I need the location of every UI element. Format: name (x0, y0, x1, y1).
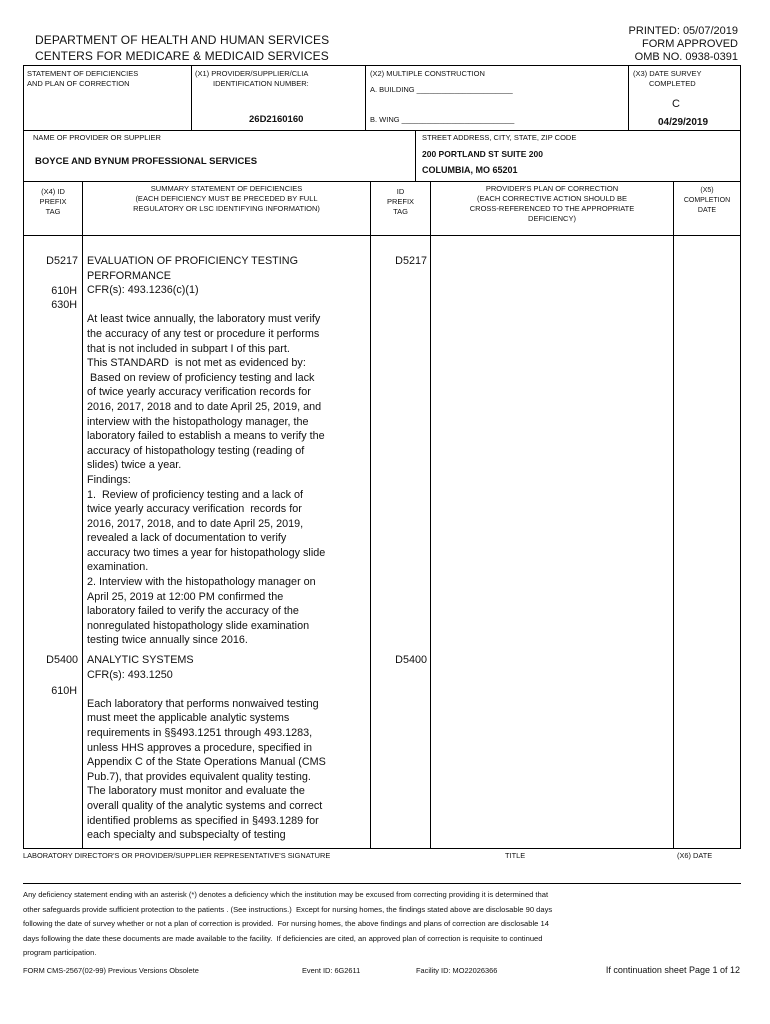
provider-label: NAME OF PROVIDER OR SUPPLIER (33, 133, 161, 142)
x2-label: (X2) MULTIPLE CONSTRUCTION (370, 69, 485, 78)
top-rule (23, 65, 741, 66)
deficiency-d5217-text (87, 254, 369, 648)
deficiency-text-line: Each laboratory that performs nonwaived testing (87, 697, 319, 710)
statement-label: STATEMENT OF DEFICIENCIES AND PLAN OF CORRECTION (27, 69, 139, 88)
address-line-1: 200 PORTLAND ST SUITE 200 (422, 149, 543, 159)
divider-col-summary (370, 181, 371, 848)
event-id: Event ID: 6G2611 (302, 966, 361, 975)
director-signature-label: LABORATORY DIRECTOR'S OR PROVIDER/SUPPLIER REPRESENTATIVE'S SIGNATURE (23, 851, 331, 860)
address-line-2: COLUMBIA, MO 65201 (422, 165, 518, 175)
deficiency-text-line: CFR(s): 493.1236(c)(1) (87, 284, 199, 297)
survey-date: 04/29/2019 (658, 117, 709, 128)
deficiency-text-line: Based on review of proficiency testing and lack (87, 371, 315, 384)
x1-label: (X1) PROVIDER/SUPPLIER/CLIA IDENTIFICATION NUMBER: (195, 69, 309, 88)
deficiency-text-line: ANALYTIC SYSTEMS (87, 654, 194, 666)
deficiency-text-line: laboratory failed to verify the accuracy of the (87, 605, 299, 618)
divider-x2 (365, 65, 366, 131)
deficiency-text-line: At least twice annually, the laboratory must verify (87, 313, 321, 326)
omb-number: OMB NO. 0938-0391 (634, 51, 738, 63)
deficiency-text-line: Appendix C of the State Operations Manual (CMS (87, 756, 326, 769)
deficiency-text-line: The laboratory must monitor and evaluate the (87, 785, 305, 798)
printed-date: PRINTED: 05/07/2019 (628, 25, 738, 37)
deficiency-text-line (87, 682, 369, 697)
address-label: STREET ADDRESS, CITY, STATE, ZIP CODE (422, 133, 577, 142)
footnote-line: Any deficiency statement ending with an asterisk (*) denotes a deficiency which the institution may be excused from correcting providing it is determined that (23, 890, 549, 899)
deficiency-text-line: PERFORMANCE (87, 269, 171, 282)
signature-date-label: (X6) DATE (677, 851, 713, 860)
deficiency-text-line: requirements in §§493.1251 through 493.1283, (87, 726, 313, 739)
deficiency-text-line: slides) twice a year. (87, 459, 182, 472)
deficiency-text-line: interview with the histopathology manager, the (87, 415, 309, 428)
tag-610h-2: 610H (51, 685, 77, 697)
tag-d5400: D5400 (46, 654, 78, 666)
rule-signature-bottom (23, 883, 741, 884)
clia-number: 26D2160160 (249, 114, 304, 125)
deficiency-text-line: overall quality of the analytic systems and correct (87, 799, 323, 812)
right-border (740, 65, 741, 848)
deficiency-text-line: accuracy two times a year for histopathology slide (87, 546, 326, 559)
plan-header: PROVIDER'S PLAN OF CORRECTION (EACH CORRECTIVE ACTION SHOULD BE CROSS-REFERENCED TO THE APPROPRIATE DEFICIENCY) (469, 184, 635, 223)
deficiency-text-line: unless HHS approves a procedure, specified in (87, 741, 313, 754)
divider-address (415, 130, 416, 182)
divider-col-plan (673, 181, 674, 848)
deficiency-text-line: CFR(s): 493.1250 (87, 668, 173, 681)
id-tag-d5217: D5217 (395, 255, 427, 267)
divider-x1 (191, 65, 192, 131)
deficiency-text-line (87, 298, 369, 313)
facility-id: Facility ID: MO22026366 (416, 966, 498, 975)
x3-label: (X3) DATE SURVEY COMPLETED (633, 69, 702, 88)
id-header: ID PREFIX TAG (386, 187, 415, 216)
footnote-line: following the date of survey whether or not a plan of correction is provided. For nursing homes, the above findings and plans of correction are disclosable 14 (23, 919, 549, 929)
deficiency-d5400-text (87, 653, 369, 843)
tag-d5217: D5217 (46, 255, 78, 267)
department-header (35, 32, 329, 64)
deficiency-text-line: must meet the applicable analytic systems (87, 712, 290, 725)
deficiency-text-line: nonregulated histopathology slide examination (87, 619, 310, 632)
summary-header: SUMMARY STATEMENT OF DEFICIENCIES (EACH DEFICIENCY MUST BE PRECEDED BY FULL REGULATORY OR LSC IDENTIFYING INFORMATION) (133, 184, 320, 213)
deficiency-text-line: revealed a lack of documentation to verify (87, 532, 287, 545)
wing-field: B. WING ___________________________ (370, 115, 515, 124)
deficiency-text-line: 2016, 2017, 2018, and to date April 25, 2019, (87, 517, 304, 530)
deficiency-text-line: testing twice annually since 2016. (87, 634, 248, 647)
deficiency-text-line: each specialty and subspecialty of testing (87, 829, 286, 842)
deficiency-text-line: April 25, 2019 at 12:00 PM confirmed the (87, 590, 284, 603)
x4-header: (X4) ID PREFIX TAG (39, 187, 67, 216)
deficiency-text-line: 1. Review of proficiency testing and a lack of (87, 488, 304, 501)
provider-name: BOYCE AND BYNUM PROFESSIONAL SERVICES (35, 156, 258, 167)
deficiency-text-line: This STANDARD is not met as evidenced by: (87, 357, 306, 370)
building-field: A. BUILDING _______________________ (370, 85, 513, 94)
deficiency-text-line: the accuracy of any test or procedure it performs (87, 327, 320, 340)
id-tag-d5400: D5400 (395, 654, 427, 666)
left-border (23, 65, 24, 848)
department-name: DEPARTMENT OF HEALTH AND HUMAN SERVICES (35, 33, 330, 47)
tag-630h: 630H (51, 299, 77, 311)
tag-610h: 610H (51, 285, 77, 297)
rule-after-ids (23, 130, 741, 131)
deficiency-text-line: identified problems as specified in §493.1289 for (87, 814, 319, 827)
form-approved: FORM APPROVED (642, 38, 738, 50)
footnote-line: program participation. (23, 948, 97, 958)
deficiency-text-line: 2016, 2017, 2018 and to date April 25, 2019, and (87, 400, 322, 413)
deficiency-text-line: EVALUATION OF PROFICIENCY TESTING (87, 255, 298, 267)
deficiency-text-line: accuracy of histopathology testing (reading of (87, 444, 305, 457)
form-info (629, 25, 738, 64)
deficiency-text-line: twice yearly accuracy verification records for (87, 503, 302, 516)
survey-code: C (672, 98, 680, 110)
footnote-line: days following the date these documents are made available to the facility. If deficiencies are cited, an approved plan of correction is requisite to continued (23, 933, 543, 943)
divider-x3 (628, 65, 629, 131)
deficiency-text-line: Findings: (87, 473, 131, 486)
title-label: TITLE (505, 851, 526, 860)
page-indicator: If continuation sheet Page 1 of 12 (605, 965, 740, 975)
divider-col-id (430, 181, 431, 848)
deficiency-text-line: examination. (87, 561, 149, 574)
agency-name: CENTERS FOR MEDICARE & MEDICAID SERVICES (35, 49, 329, 63)
deficiency-text-line: of twice yearly accuracy verification records for (87, 386, 311, 399)
deficiency-text-line: Pub.7), that provides equivalent quality testing. (87, 770, 311, 783)
deficiency-text-line: that is not included in subpart I of this part. (87, 342, 290, 355)
divider-col-x4 (82, 181, 83, 848)
x5-header: (X5) COMPLETION DATE (683, 187, 731, 214)
deficiency-text-line: 2. Interview with the histopathology manager on (87, 576, 316, 589)
footnote-line: other safeguards provide sufficient protection to the patients . (See instructions.) Except for nursing homes, the findings stated above are disclosable 90 days (23, 904, 553, 914)
rule-after-provider (23, 181, 741, 182)
rule-after-colhdr (23, 235, 741, 236)
disclosure-footnote (23, 889, 743, 962)
form-number: FORM CMS-2567(02-99) Previous Versions Obsolete (23, 966, 199, 975)
deficiency-text-line: laboratory failed to establish a means to verify the (87, 430, 325, 443)
rule-body-bottom (23, 848, 741, 849)
